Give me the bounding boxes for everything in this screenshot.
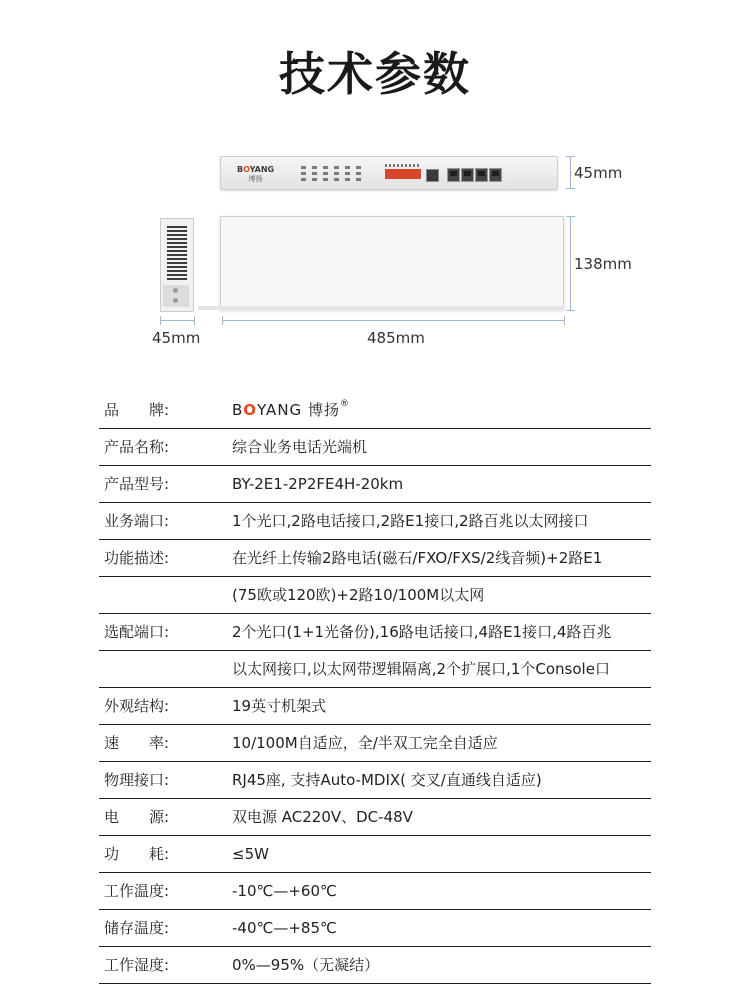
spec-value: -40℃—+85℃ [232,919,337,937]
rj45-port [461,168,474,182]
spec-value: RJ45座, 支持Auto-MDIX( 交叉/直通线自适应) [232,771,542,789]
spec-row [99,910,651,947]
spec-row [99,725,651,762]
spec-value: 综合业务电话光端机 [232,438,368,456]
dim-tick [222,316,223,325]
dim-label-depth: 138mm [574,255,632,273]
spec-key: 功 耗: [104,845,170,863]
spec-key: 外观结构: [104,697,170,715]
spec-value: ≤5W [232,845,269,863]
dim-line-front-width [222,320,564,321]
spec-key: 产品型号: [104,475,170,493]
dim-tick [194,316,195,325]
spec-row [99,836,651,873]
dim-label-height: 45mm [574,164,623,182]
spec-row [99,873,651,910]
spec-row [99,614,651,651]
dim-label-front-width: 485mm [367,329,425,347]
spec-row [99,429,651,466]
device-logo: BOYANG 博扬 [237,165,275,183]
spec-value: 在光纤上传输2路电话(磁石/FXO/FXS/2线音频)+2路E1 [232,549,603,567]
spec-key: 储存温度: [104,919,170,937]
spec-row-brand [99,392,651,429]
spec-key: 功能描述: [104,549,170,567]
dim-line-height [570,156,571,188]
dim-tick [566,310,575,311]
dim-line-side-width [160,320,194,321]
spec-value: 1个光口,2路电话接口,2路E1接口,2路百兆以太网接口 [232,512,589,530]
spec-row [99,651,651,688]
spec-key: 工作温度: [104,882,170,900]
dip-labels [385,164,421,167]
device-top-view [220,216,564,310]
dim-tick [566,156,575,157]
spec-key: 速 率: [104,734,170,752]
spec-value: 以太网接口,以太网带逻辑隔离,2个扩展口,1个Console口 [232,660,610,678]
spec-table [99,392,651,984]
spec-value: -10℃—+60℃ [232,882,337,900]
spec-key: 产品名称: [104,438,170,456]
device-front-panel [220,156,558,190]
spec-row [99,540,651,577]
spec-row [99,577,651,614]
dip-switch [385,169,421,179]
spec-key: 业务端口: [104,512,170,530]
spec-row [99,762,651,799]
spec-value: 2个光口(1+1光备份),16路电话接口,4路E1接口,4路百兆 [232,623,612,641]
spec-row [99,466,651,503]
spec-value: (75欧或120欧)+2路10/100M以太网 [232,586,485,604]
spec-row [99,947,651,984]
dim-tick [566,188,575,189]
device-side-view [160,218,194,312]
dim-tick [564,316,565,325]
dim-tick [566,216,575,217]
spec-value: 0%—95%（无凝结） [232,956,380,974]
optical-port [426,169,439,182]
spec-key: 工作湿度: [104,956,170,974]
vent-grille [167,226,187,282]
page-title: 技术参数 [279,47,471,101]
dim-line-depth [570,216,571,310]
spec-key: 品 牌: [104,401,170,419]
dim-tick [160,316,161,325]
spec-value: BY-2E1-2P2FE4H-20km [232,475,404,493]
rj45-port [489,168,502,182]
dim-label-side-width: 45mm [152,329,201,347]
spec-value: 双电源 AC220V、DC-48V [232,808,413,826]
spec-row [99,688,651,725]
mounting-ear [163,285,189,307]
spec-key: 电 源: [104,808,170,826]
spec-key: 选配端口: [104,623,170,641]
spec-value: 19英寸机架式 [232,697,327,715]
led-indicators [301,166,364,181]
spec-value: 10/100M自适应，全/半双工完全自适应 [232,734,498,752]
spec-row [99,799,651,836]
spec-row [99,503,651,540]
rj45-port [475,168,488,182]
spec-key: 物理接口: [104,771,170,789]
rj45-port [447,168,460,182]
brand-logo: BOYANG 博扬® [232,399,350,419]
device-base [198,306,564,310]
